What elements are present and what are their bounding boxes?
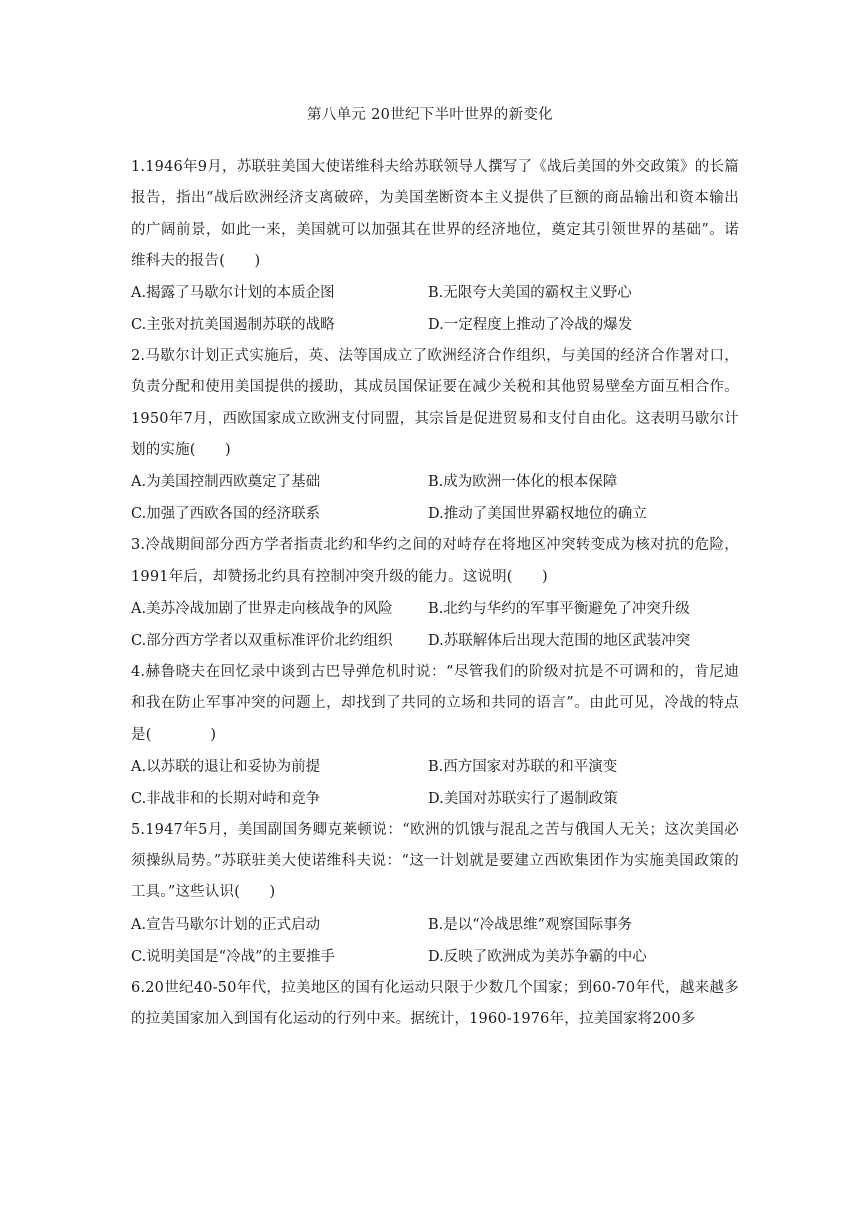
question-stem: 3.冷战期间部分西方学者指责北约和华约之间的对峙存在将地区冲突转变成为核对抗的危险，1991年后，却赞扬北约具有控制冲突升级的能力。这说明( ) [131,537,739,585]
question-5 [131,815,739,973]
option-c: C.部分西方学者以双重标准评价北约组织 [131,632,393,649]
question-stem: 1.1946年9月，苏联驻美国大使诺维科夫给苏联领导人撰写了《战后美国的外交政策》的长篇报告，指出“战后欧洲经济支离破碎，为美国垄断资本主义提供了巨额的商品输出和资本输出的广阔前景，如此一来，美国就可以加强其在世界的经济地位，奠定其引领世界的基础”。诺维科夫的报告( ) [131,159,739,269]
option-row [131,466,739,498]
option-row [131,498,739,530]
option-a: A.美苏冷战加剧了世界走向核战争的风险 [131,600,393,617]
option-b: B.成为欧洲一体化的根本保障 [428,474,618,491]
question-stem: 4.赫鲁晓夫在回忆录中谈到古巴导弹危机时说：“尽管我们的阶级对抗是不可调和的，肯尼迪和我在防止军事冲突的问题上，却找到了共同的立场和共同的语言”。由此可见，冷战的特点是( ) [131,663,739,743]
option-row [131,593,739,625]
question-4 [131,657,739,815]
option-d: D.苏联解体后出现大范围的地区武装冲突 [428,632,691,649]
option-d: D.一定程度上推动了冷战的爆发 [428,317,633,334]
question-3 [131,530,739,657]
option-row [131,625,739,657]
question-6 [131,973,739,1036]
question-stem: 2.马歇尔计划正式实施后，英、法等国成立了欧洲经济合作组织，与美国的经济合作署对口，负责分配和使用美国提供的援助，其成员国保证要在减少关税和其他贸易壁垒方面互相合作。1950年7月，西欧国家成立欧洲支付同盟，其宗旨是促进贸易和支付自由化。这表明马歇尔计划的实施( ) [131,348,739,459]
question-1 [131,152,739,341]
option-b: B.是以“冷战思维”观察国际事务 [428,916,633,933]
option-c: C.非战非和的长期对峙和竞争 [131,790,321,807]
option-row [131,277,739,309]
page-title: 第八单元 20世纪下半叶世界的新变化 [307,107,553,123]
option-row [131,751,739,783]
option-d: D.反映了欧洲成为美苏争霸的中心 [428,948,647,965]
option-b: B.西方国家对苏联的和平演变 [428,758,618,775]
option-d: D.美国对苏联实行了遏制政策 [428,790,618,807]
question-list [131,152,739,1035]
question-stem: 5.1947年5月，美国副国务卿克莱顿说：“欧洲的饥饿与混乱之苦与俄国人无关；这次美国必须操纵局势。”苏联驻美大使诺维科夫说：“这一计划就是要建立西欧集团作为实施美国政策的工具。”这些认识( ) [131,821,739,901]
option-d: D.推动了美国世界霸权地位的确立 [428,506,647,523]
option-a: A.为美国控制西欧奠定了基础 [131,474,321,491]
option-row [131,309,739,341]
option-a: A.以苏联的退让和妥协为前提 [131,758,321,775]
option-a: A.揭露了马歇尔计划的本质企图 [131,285,335,302]
question-2 [131,341,739,530]
option-row [131,783,739,815]
option-c: C.说明美国是“冷战”的主要推手 [131,948,336,965]
option-row [131,909,739,941]
option-c: C.加强了西欧各国的经济联系 [131,506,321,523]
option-row [131,941,739,973]
option-b: B.北约与华约的军事平衡避免了冲突升级 [428,600,690,617]
question-stem: 6.20世纪40-50年代，拉美地区的国有化运动只限于少数几个国家；到60-70年代，越来越多的拉美国家加入到国有化运动的行列中来。据统计，1960-1976年，拉美国家将200多 [131,979,739,1028]
option-b: B.无限夸大美国的霸权主义野心 [428,285,632,302]
option-a: A.宣告马歇尔计划的正式启动 [131,916,321,933]
option-c: C.主张对抗美国遏制苏联的战略 [131,317,335,334]
